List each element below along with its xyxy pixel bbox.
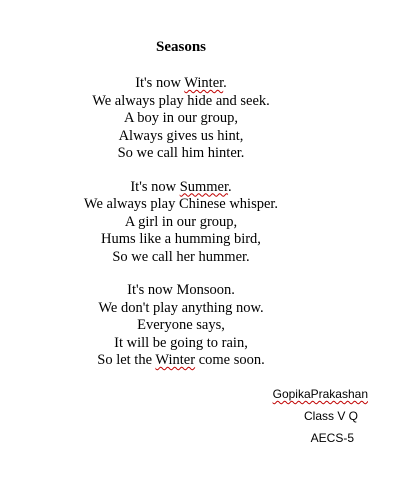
poem-line: A boy in our group, — [124, 110, 238, 126]
line-text-after: . — [228, 178, 232, 195]
poem-title: Seasons — [155, 39, 207, 55]
spellcheck-marked-word: Summer — [179, 178, 229, 195]
line-text-after: . — [223, 75, 227, 91]
class-label: Class V Q — [303, 409, 358, 423]
author-name-text: GopikaPrakashan — [272, 387, 368, 401]
poem-line: Always gives us hint, — [118, 127, 244, 144]
poem-line: So we call her hummer. — [112, 248, 250, 265]
poem-line: A girl in our group, — [124, 213, 238, 230]
school-label: AECS-5 — [310, 431, 354, 445]
poem-line: It will be going to rain, — [114, 334, 248, 351]
poem-line: Hums like a humming bird, — [101, 231, 261, 247]
stanza-3 — [0, 282, 362, 370]
poem-line: We always play hide and seek. — [92, 92, 270, 109]
poem-line — [0, 75, 362, 93]
spellcheck-marked-word: Winter — [184, 75, 224, 91]
poem-line — [0, 352, 362, 370]
line-text-before: It's now — [130, 178, 180, 195]
poem-line: We don't play anything now. — [98, 299, 264, 316]
poem-line: We always play Chinese whisper. — [83, 196, 279, 212]
stanza-2 — [0, 179, 362, 267]
line-text-before: It's now — [135, 75, 185, 91]
spellcheck-marked-word: Winter — [155, 352, 196, 368]
poem-line: So we call him hinter. — [117, 145, 245, 161]
poem-line — [0, 179, 362, 197]
stanza-1 — [0, 75, 362, 163]
line-text-before: So let the — [97, 352, 156, 368]
poem-line: It's now Monsoon. — [127, 282, 235, 298]
poem-line: Everyone says, — [137, 317, 225, 333]
author-name — [208, 383, 368, 405]
poem-body — [0, 75, 362, 386]
signature-block — [208, 383, 368, 449]
line-text-after: come soon. — [195, 352, 265, 368]
